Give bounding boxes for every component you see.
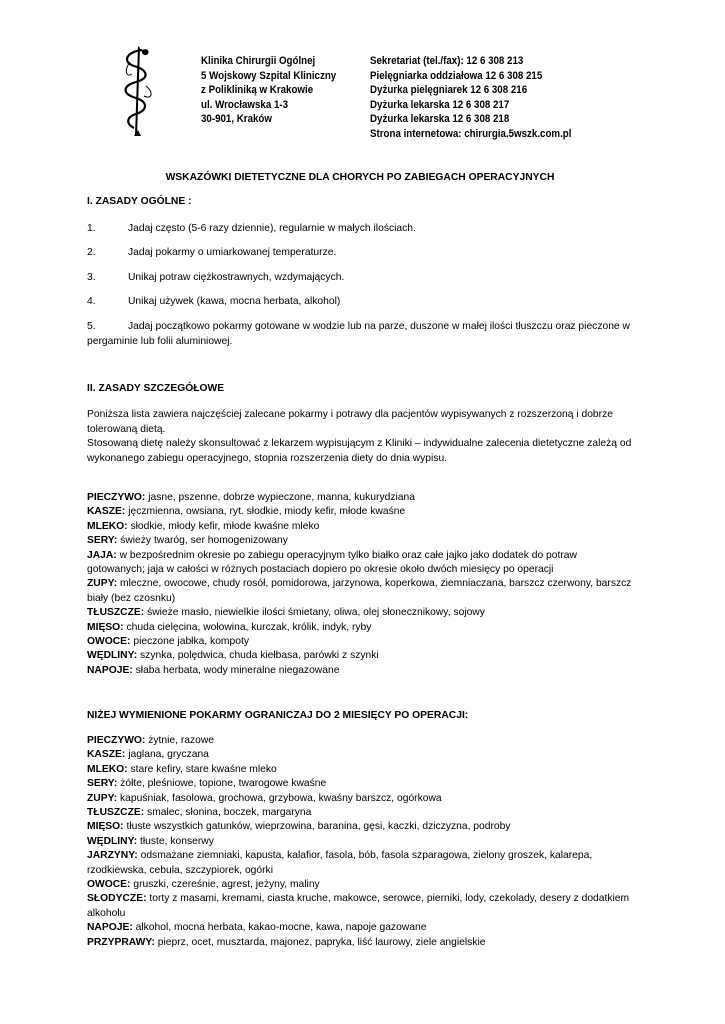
item-label: MIĘSO: <box>87 821 124 833</box>
item-text: smalec, słonina, boczek, margaryna <box>144 807 312 819</box>
item-label: PIECZYWO: <box>87 492 146 503</box>
item-label: JARZYNY: <box>87 850 138 862</box>
section2-heading: II. ZASADY SZCZEGÓŁOWE <box>87 383 225 394</box>
intro-paragraph: Stosowaną dietę należy skonsultować z lekarzem wypisującym z Kliniki – indywidualne zalecenia dietetyczne zależą od wykonanego zabiegu operacyjnego, stopnia rozszerzenia diety do dnia wypisu. <box>87 438 632 464</box>
item-label: MIĘSO: <box>87 621 124 633</box>
rule-number: 2. <box>87 247 96 258</box>
item-label: MLEKO: <box>87 520 128 532</box>
item-text: żółte, pleśniowe, topione, twarogowe kwaśne <box>117 778 327 790</box>
item-text: tłuste wszystkich gatunków, wieprzowina, baranina, gęsi, kaczki, dziczyzna, podroby <box>123 821 511 833</box>
header-left-line: Klinika Chirurgii Ogólnej <box>201 55 316 67</box>
list-item <box>87 835 633 849</box>
item-text: jasne, pszenne, dobrze wypieczone, manna, kukurydziana <box>145 492 415 503</box>
header-right-line: Pielęgniarka oddziałowa 12 6 308 215 <box>370 69 543 82</box>
list-item <box>87 777 633 791</box>
item-label: TŁUSZCZE: <box>87 607 145 619</box>
list-item <box>87 892 633 921</box>
rule-text: Jadaj często (5-6 razy dziennie), regularnie w małych ilościach. <box>128 223 416 234</box>
item-text: stare kefiry, stare kwaśne mleko <box>127 763 277 775</box>
rule-text: Jadaj początkowo pokarmy gotowane w wodzie lub na parze, duszone w małej ilości tłuszczu oraz pieczone w pergaminie lub folii aluminiowej. <box>87 321 630 347</box>
item-text: mleczne, owocowe, chudy rosół, pomidorowa, jarzynowa, koperkowa, ziemniaczana, barszcz czerwony, barszcz biały (bez czosnku) <box>87 578 632 604</box>
rule-text: Jadaj pokarmy o umiarkowanej temperaturze. <box>128 247 337 258</box>
item-text: torty z masami, kremami, ciasta kruche, makowce, serowce, pierniki, lody, czekolady, desery z dodatkiem alkoholu <box>87 893 630 919</box>
item-label: NAPOJE: <box>87 664 133 676</box>
item-label: PIECZYWO: <box>87 735 146 746</box>
section2-intro <box>87 408 633 466</box>
list-item <box>87 820 633 834</box>
item-label: OWOCE: <box>87 879 131 891</box>
item-label: PRZYPRAWY: <box>87 936 155 948</box>
list-item <box>87 921 633 935</box>
list-item <box>87 936 633 950</box>
header-left-line: ul. Wrocławska 1-3 <box>201 98 289 111</box>
rule-number: 5. <box>87 321 96 332</box>
item-text: szynka, polędwica, chuda kiełbasa, parówki z szynki <box>137 650 379 662</box>
clinic-contacts <box>370 54 571 141</box>
item-label: ZUPY: <box>87 578 118 590</box>
rule-text: Unikaj używek (kawa, mocna herbata, alkohol) <box>128 296 341 307</box>
rule-item <box>87 294 633 309</box>
rule-item <box>87 270 633 285</box>
header-left-line: 30-901, Kraków <box>201 113 272 125</box>
header-left-line: 5 Wojskowy Szpital Kliniczny <box>201 69 337 82</box>
header-left-line: z Polikliniką w Krakowie <box>201 84 314 96</box>
list-item <box>87 520 633 534</box>
list-item <box>87 878 633 892</box>
list-item <box>87 549 633 578</box>
item-label: OWOCE: <box>87 636 131 648</box>
item-label: MLEKO: <box>87 763 128 775</box>
item-text: w bezpośrednim okresie po zabiegu operacyjnym tylko białko oraz całe jajko jako dodatek do potraw gotowanych; jaja w całości w różnych postaciach dopiero po okresie około dwóch miesięcy po operacji <box>87 549 577 576</box>
restricted-foods-list <box>87 734 633 950</box>
rule-item <box>87 319 633 349</box>
header-right-line: Sekretariat (tel./fax): 12 6 308 213 <box>370 55 524 67</box>
list-item <box>87 763 633 777</box>
asclepius-logo-icon <box>116 44 160 140</box>
list-item <box>87 621 633 635</box>
item-text: świeże masło, niewielkie ilości śmietany, oliwa, olej słonecznikowy, sojowy <box>144 607 485 619</box>
item-label: KASZE: <box>87 506 126 518</box>
item-text: chuda cielęcina, wołowina, kurczak, królik, indyk, ryby <box>123 621 372 633</box>
item-text: gruszki, czereśnie, agrest, jeżyny, maliny <box>130 879 320 891</box>
list-item <box>87 664 633 678</box>
header-right-line: Dyżurka lekarska 12 6 308 218 <box>370 113 510 125</box>
item-text: odsmażane ziemniaki, kapusta, kalafior, fasola, bób, fasola szparagowa, zielony groszek, kalarepa, rzodkiewska, cebula, szczypiorek, ogórki <box>87 850 593 876</box>
rule-number: 3. <box>87 272 96 283</box>
rule-number: 1. <box>87 223 96 234</box>
item-text: tłuste, konserwy <box>137 835 214 847</box>
list-item <box>87 606 633 620</box>
recommended-foods-list <box>87 491 633 678</box>
section3-heading: NIŻEJ WYMIENIONE POKARMY OGRANICZAJ DO 2 MIESIĘCY PO OPERACJI: <box>87 710 469 721</box>
item-label: WĘDLINY: <box>87 650 138 662</box>
item-label: TŁUSZCZE: <box>87 807 145 819</box>
item-label: SERY: <box>87 778 118 790</box>
section1-heading: I. ZASADY OGÓLNE : <box>87 196 192 207</box>
header-right-line: Dyżurka pielęgniarek 12 6 308 216 <box>370 84 528 96</box>
item-text: świeży twaróg, ser homogenizowany <box>117 535 288 547</box>
list-item <box>87 849 633 878</box>
item-text: słodkie, młody kefir, młode kwaśne mleko <box>127 520 320 532</box>
item-label: SERY: <box>87 535 118 547</box>
item-text: żytnie, razowe <box>145 735 215 746</box>
document-title: WSKAZÓWKI DIETETYCZNE DLA CHORYCH PO ZABIEGACH OPERACYJNYCH <box>165 172 555 183</box>
item-text: słaba herbata, wody mineralne niegazowane <box>132 664 340 676</box>
item-text: pieprz, ocet, musztarda, majonez, papryka, liść laurowy, ziele angielskie <box>154 936 486 948</box>
list-item <box>87 635 633 649</box>
rule-item <box>87 221 633 236</box>
item-label: WĘDLINY: <box>87 835 138 847</box>
item-label: NAPOJE: <box>87 922 133 934</box>
item-label: ZUPY: <box>87 792 118 804</box>
clinic-address <box>201 54 336 127</box>
list-item <box>87 792 633 806</box>
header-right-line: Strona internetowa: chirurgia.5wszk.com.pl <box>370 127 572 140</box>
rule-number: 4. <box>87 296 96 307</box>
list-item <box>87 491 633 505</box>
item-text: alkohol, mocna herbata, kakao-mocne, kawa, napoje gazowane <box>132 922 427 934</box>
item-text: jaglana, gryczana <box>125 749 209 761</box>
item-label: KASZE: <box>87 749 126 761</box>
intro-paragraph: Poniższa lista zawiera najczęściej zalecane pokarmy i potrawy dla pacjentów wypisywanych z rozszerzoną i dobrze tolerowaną dietą. <box>87 409 613 435</box>
list-item <box>87 734 633 748</box>
list-item <box>87 534 633 548</box>
rule-text: Unikaj potraw ciężkostrawnych, wzdymających. <box>128 272 345 283</box>
item-text: jęczmienna, owsiana, ryt. słodkie, miody kefir, młode kwaśne <box>125 506 406 518</box>
list-item <box>87 577 633 606</box>
list-item <box>87 806 633 820</box>
item-label: SŁODYCZE: <box>87 893 147 905</box>
list-item <box>87 505 633 519</box>
item-text: pieczone jabłka, kompoty <box>130 636 249 648</box>
header-right-line: Dyżurka lekarska 12 6 308 217 <box>370 98 510 111</box>
list-item <box>87 748 633 762</box>
list-item <box>87 649 633 663</box>
item-text: kapuśniak, fasolowa, grochowa, grzybowa, kwaśny barszcz, ogórkowa <box>117 792 442 804</box>
item-label: JAJA: <box>87 549 117 561</box>
rule-item <box>87 245 633 260</box>
